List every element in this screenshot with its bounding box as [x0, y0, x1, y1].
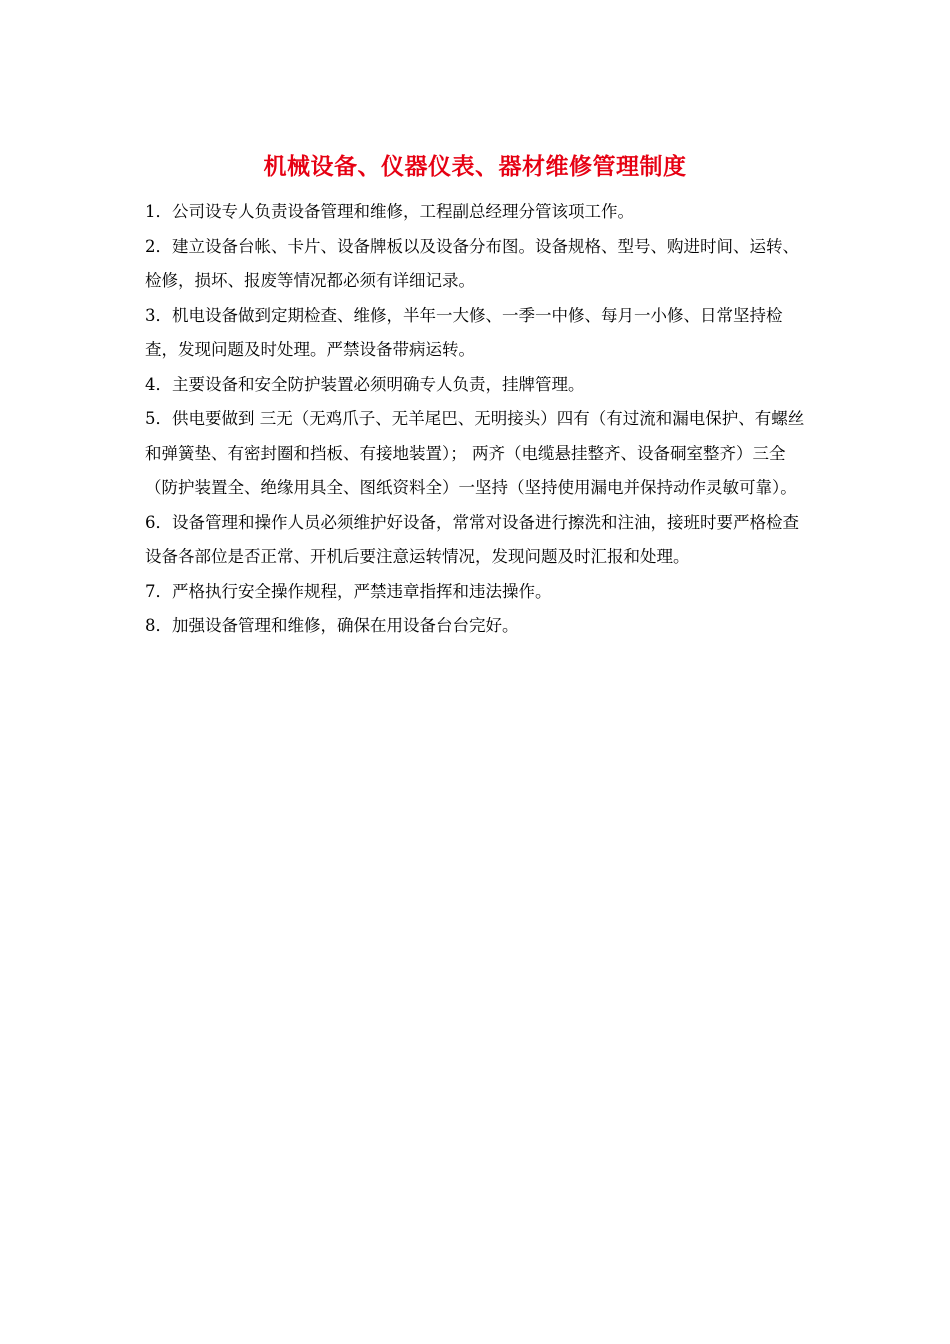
rules-list	[145, 195, 810, 644]
rule-item-2: 2．建立设备台帐、卡片、设备牌板以及设备分布图。设备规格、型号、购进时间、运转、检修，损坏、报废等情况都必须有详细记录。	[145, 236, 799, 290]
document-title: 机械设备、仪器仪表、器材维修管理制度	[263, 154, 687, 180]
rule-item-6: 6．设备管理和操作人员必须维护好设备，常常对设备进行擦洗和注油，接班时要严格检查设备各部位是否正常、开机后要注意运转情况，发现问题及时汇报和处理。	[145, 512, 799, 566]
rule-item-1: 1．公司设专人负责设备管理和维修，工程副总经理分管该项工作。	[145, 202, 634, 221]
rule-item-7: 7．严格执行安全操作规程，严禁违章指挥和违法操作。	[145, 581, 552, 601]
rule-item-8: 8．加强设备管理和维修，确保在用设备台台完好。	[145, 616, 519, 635]
rule-item-3: 3．机电设备做到定期检查、维修，半年一大修、一季一中修、每月一小修、日常坚持检查，发现问题及时处理。严禁设备带病运转。	[145, 305, 783, 359]
rule-item-4: 4．主要设备和安全防护装置必须明确专人负责，挂牌管理。	[145, 374, 585, 394]
rule-item-5: 5．供电要做到 三无（无鸡爪子、无羊尾巴、无明接头）四有（有过流和漏电保护、有螺丝和弹簧垫、有密封圈和挡板、有接地装置）； 两齐（电缆悬挂整齐、设备硐室整齐）三全（防护装置全、绝缘用具全、图纸资料全）一坚持（坚持使用漏电并保持动作灵敏可靠）。	[145, 409, 805, 497]
